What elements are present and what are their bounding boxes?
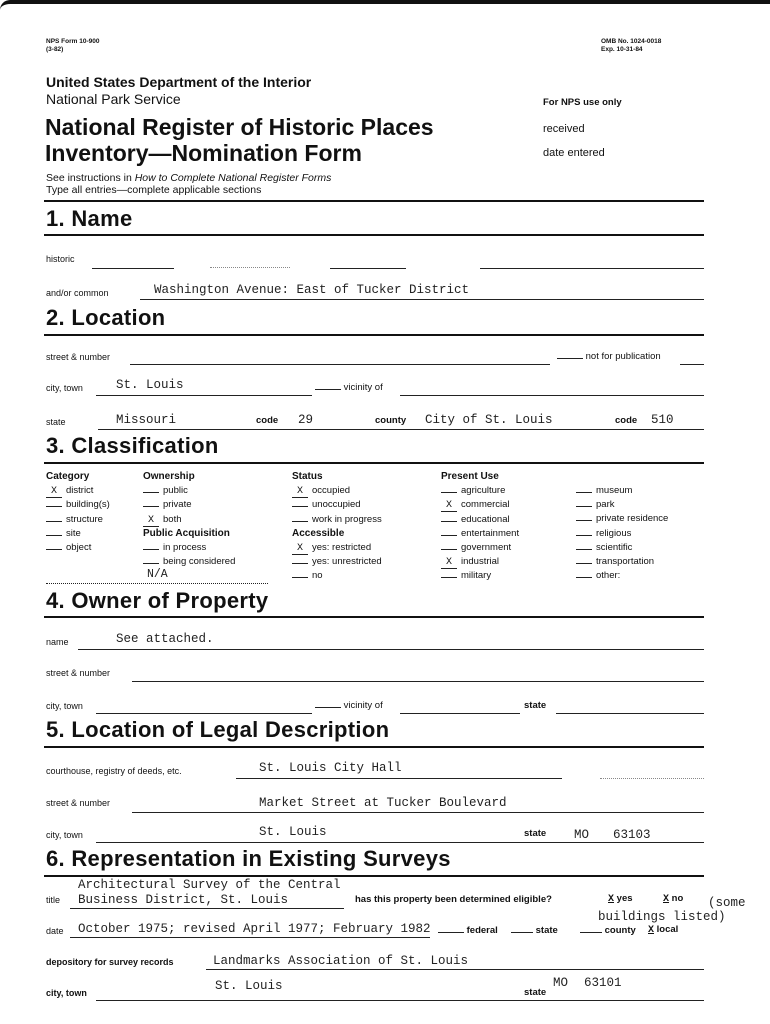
eligible-no-mark: X (663, 894, 670, 905)
use1-option-0[interactable] (441, 484, 519, 498)
page-corner-mark (0, 0, 770, 10)
state-label: state (46, 417, 66, 427)
cat-option-4[interactable] (46, 541, 110, 555)
checkbox-mark (292, 577, 308, 578)
section4-heading: 4. Owner of Property (46, 588, 269, 613)
access-option-2[interactable] (292, 569, 382, 583)
depository-label: depository for survey records (46, 957, 174, 967)
courthouse-line (236, 778, 562, 779)
option-label: industrial (461, 556, 500, 568)
state-code-value: 29 (298, 413, 314, 427)
option-label: other: (596, 570, 621, 582)
checkbox-mark: X (441, 501, 457, 512)
use2-option-0[interactable] (576, 484, 668, 498)
status-title: Status (292, 471, 323, 482)
owner-street-line (132, 681, 704, 682)
option-label: no (312, 570, 323, 582)
option-label: military (461, 570, 492, 582)
section2-heading: 2. Location (46, 305, 166, 330)
ownership-title: Ownership (143, 471, 195, 482)
level-county[interactable]: county (580, 924, 636, 936)
checkbox-mark (441, 535, 457, 536)
legal-street-line (132, 812, 704, 813)
form-title-line1: National Register of Historic Places (45, 114, 434, 140)
common-name-label: and/or common (46, 288, 109, 298)
use2-option-1[interactable] (576, 498, 668, 512)
option-label: occupied (312, 485, 351, 497)
checkbox-mark (143, 492, 159, 493)
omb-number: OMB No. 1024-0018 (601, 38, 662, 45)
option-label: park (596, 499, 615, 511)
section4-rule (44, 616, 704, 618)
survey-date-value: October 1975; revised April 1977; February 1982 (78, 922, 431, 936)
option-label: structure (66, 513, 103, 525)
owner-city-label: city, town (46, 701, 83, 711)
classification-bottom-line (46, 583, 268, 584)
option-label: in process (163, 542, 207, 554)
option-label: scientific (596, 541, 633, 553)
historic-field-line-a (92, 268, 174, 269)
checkbox-mark (143, 563, 159, 564)
owner-vicinity-line (400, 713, 520, 714)
checkbox-mark (576, 535, 592, 536)
level-federal[interactable]: federal (438, 924, 498, 936)
section2-rule (44, 334, 704, 336)
present-use-column-2 (576, 484, 668, 583)
city-town-line (96, 395, 312, 396)
owner-state-line (556, 713, 704, 714)
option-label: object (66, 542, 92, 554)
option-label: educational (461, 513, 510, 525)
checkbox-mark: X (292, 544, 308, 555)
common-name-line (140, 299, 704, 300)
survey-date-line (70, 937, 430, 938)
courthouse-label: courthouse, registry of deeds, etc. (46, 766, 182, 776)
section3-heading: 3. Classification (46, 433, 219, 458)
legal-city-label: city, town (46, 830, 83, 840)
use2-option-5[interactable] (576, 555, 668, 569)
level-local[interactable]: X local (648, 924, 679, 936)
eligible-yes-mark: X (608, 894, 615, 905)
acq-option-0[interactable] (143, 541, 235, 555)
survey-title-line (70, 908, 344, 909)
use1-option-3[interactable] (441, 527, 519, 541)
checkbox-mark (46, 506, 62, 507)
use1-option-1[interactable] (441, 498, 519, 512)
eligible-note-line2: buildings listed) (598, 910, 726, 924)
option-label: public (163, 485, 188, 497)
use1-option-5[interactable] (441, 555, 519, 569)
checkbox-mark (143, 549, 159, 550)
eligible-no[interactable]: X no (663, 893, 684, 905)
section6-rule (44, 875, 704, 877)
survey-city-label: city, town (46, 988, 87, 998)
section1-heading: 1. Name (46, 206, 133, 231)
historic-label: historic (46, 254, 75, 264)
checkbox-mark (441, 577, 457, 578)
legal-city-value: St. Louis (259, 825, 327, 839)
checkbox-mark (441, 521, 457, 522)
option-label: religious (596, 527, 632, 539)
accessible-title: Accessible (292, 527, 345, 539)
state-value: Missouri (116, 413, 177, 427)
historic-field-line-d (480, 268, 704, 269)
checkbox-mark (576, 520, 592, 521)
use1-option-2[interactable] (441, 513, 519, 527)
owner-state-label: state (524, 700, 547, 711)
option-label: transportation (596, 556, 655, 568)
accessible-list (292, 541, 382, 584)
own-option-2[interactable] (143, 513, 235, 527)
legal-state-label: state (524, 828, 547, 839)
historic-field-line-c (330, 268, 406, 269)
state-code-label: code (256, 415, 279, 426)
checkbox-mark: X (441, 558, 457, 569)
option-label: museum (596, 485, 633, 496)
option-label: government (461, 542, 512, 554)
cat-option-0[interactable] (46, 484, 110, 498)
level-state[interactable]: state (511, 924, 558, 936)
checkbox-mark (576, 577, 592, 578)
legal-street-label: street & number (46, 798, 111, 808)
survey-city-line (96, 1000, 704, 1001)
state-blank (511, 924, 533, 933)
option-label: yes: restricted (312, 542, 372, 554)
status-column (292, 470, 382, 584)
section6-heading: 6. Representation in Existing Surveys (46, 846, 451, 871)
street-number-label: street & number (46, 352, 111, 362)
vicinity-line (400, 395, 704, 396)
owner-name-line (78, 649, 704, 650)
type-all-entries: Type all entries—complete applicable sections (46, 184, 262, 196)
city-town-value: St. Louis (116, 378, 184, 392)
use1-option-6[interactable] (441, 569, 519, 583)
form-date: (3-82) (46, 46, 64, 53)
state-line (98, 429, 704, 430)
courthouse-value: St. Louis City Hall (259, 761, 402, 775)
status-list (292, 484, 382, 527)
status-option-1[interactable] (292, 498, 382, 512)
option-label: both (163, 513, 182, 525)
option-label: district (66, 485, 94, 497)
status-option-0[interactable] (292, 484, 382, 498)
historic-field-line-b (210, 267, 290, 268)
depository-line (206, 969, 704, 970)
option-label: unoccupied (312, 499, 361, 511)
common-name-value: Washington Avenue: East of Tucker District (154, 283, 470, 297)
option-label: entertainment (461, 527, 520, 539)
checkbox-mark (576, 549, 592, 550)
legal-state-value: MO (574, 828, 590, 842)
vicinity-blank[interactable] (315, 381, 341, 390)
checkbox-mark (46, 535, 62, 536)
instructions: See instructions in How to Complete National Register Forms (46, 172, 332, 184)
street-number-line (130, 364, 550, 365)
section5-heading: 5. Location of Legal Description (46, 717, 390, 742)
section3-rule (44, 462, 704, 464)
service-name: National Park Service (46, 91, 181, 107)
checkbox-mark (292, 521, 308, 522)
checkbox-mark: X (292, 487, 308, 498)
county-code-label: code (615, 415, 638, 426)
checkbox-mark: X (46, 487, 62, 498)
department-name: United States Department of the Interior (46, 74, 312, 90)
category-column (46, 470, 110, 555)
eligible-note-line1: (some (708, 896, 746, 910)
cat-option-2[interactable] (46, 513, 110, 527)
cat-option-1[interactable] (46, 498, 110, 512)
county-blank (580, 924, 602, 933)
present-use-title: Present Use (441, 471, 499, 482)
checkbox-mark (441, 549, 457, 550)
date-entered-label: date entered (543, 147, 605, 159)
received-label: received (543, 123, 585, 135)
option-label: work in progress (312, 513, 382, 525)
vicinity-of: vicinity of (315, 381, 383, 393)
checkbox-mark (46, 549, 62, 550)
checkbox-mark (143, 506, 159, 507)
not-for-publication-line (680, 364, 704, 365)
use2-option-2[interactable] (576, 512, 668, 526)
category-title: Category (46, 471, 90, 482)
county-value: City of St. Louis (425, 413, 553, 427)
option-label: yes: unrestricted (312, 556, 382, 568)
owner-name-value: See attached. (116, 632, 214, 646)
public-acquisition-title: Public Acquisition (143, 527, 230, 539)
option-label: private (163, 499, 192, 511)
ownership-column (143, 470, 235, 569)
checkbox-mark (576, 506, 592, 507)
owner-vicinity: vicinity of (315, 699, 383, 711)
survey-zip-value: 63101 (584, 976, 622, 990)
status-option-2[interactable] (292, 513, 382, 527)
checkbox-mark: X (143, 516, 159, 527)
not-for-publication-blank[interactable] (557, 350, 583, 359)
checkbox-mark (441, 492, 457, 493)
survey-title-line2: Business District, St. Louis (78, 893, 289, 907)
checkbox-mark (576, 492, 592, 493)
option-label: building(s) (66, 499, 110, 511)
section1-bottom-rule (44, 234, 704, 236)
owner-name-label: name (46, 637, 69, 647)
ownership-list (143, 484, 235, 527)
option-label: private residence (596, 513, 669, 525)
not-for-publication: not for publication (557, 350, 661, 362)
option-label: being considered (163, 556, 236, 568)
county-code-value: 510 (651, 413, 674, 427)
courthouse-line-b (600, 778, 704, 779)
present-use-column-1 (441, 470, 519, 584)
own-option-1[interactable] (143, 498, 235, 512)
checkbox-mark (46, 521, 62, 522)
option-label: site (66, 527, 81, 539)
survey-state-label: state (524, 987, 547, 998)
access-option-1[interactable] (292, 555, 382, 569)
survey-date-label: date (46, 926, 64, 936)
form-number: NPS Form 10-900 (46, 38, 100, 45)
legal-street-value: Market Street at Tucker Boulevard (259, 796, 507, 810)
depository-value: Landmarks Association of St. Louis (213, 954, 469, 968)
checkbox-mark (576, 563, 592, 564)
city-town-label: city, town (46, 383, 83, 393)
acquisition-na: N/A (147, 568, 168, 581)
section5-rule (44, 746, 704, 748)
local-mark: X (648, 925, 655, 936)
owner-street-label: street & number (46, 668, 111, 678)
checkbox-mark (292, 563, 308, 564)
legal-city-line (96, 842, 704, 843)
survey-title-label: title (46, 895, 61, 905)
use2-option-4[interactable] (576, 541, 668, 555)
owner-city-line (96, 713, 312, 714)
use1-option-4[interactable] (441, 541, 519, 555)
use2-option-3[interactable] (576, 527, 668, 541)
county-label: county (375, 415, 407, 426)
federal-blank (438, 924, 464, 933)
eligible-question: has this property been determined eligible? (355, 894, 552, 905)
option-label: agriculture (461, 485, 506, 497)
form-title-line2: Inventory—Nomination Form (45, 140, 362, 166)
own-option-0[interactable] (143, 484, 235, 498)
eligible-yes[interactable]: X yes (608, 893, 633, 905)
acquisition-list (143, 541, 235, 569)
present-use-list-1 (441, 484, 519, 583)
owner-vicinity-blank[interactable] (315, 699, 341, 708)
section1-top-rule (44, 200, 704, 202)
cat-option-3[interactable] (46, 527, 110, 541)
access-option-0[interactable] (292, 541, 382, 555)
category-list (46, 484, 110, 555)
legal-zip-value: 63103 (613, 828, 651, 842)
survey-title-line1: Architectural Survey of the Central (78, 878, 341, 892)
use2-option-6[interactable] (576, 569, 668, 583)
survey-state-value: MO (553, 976, 569, 990)
expiration-date: Exp. 10-31-84 (601, 46, 643, 53)
present-use-list-2 (576, 484, 668, 583)
checkbox-mark (292, 506, 308, 507)
option-label: commercial (461, 499, 510, 511)
nps-use-only: For NPS use only (543, 97, 622, 108)
survey-city-value: St. Louis (215, 979, 283, 993)
